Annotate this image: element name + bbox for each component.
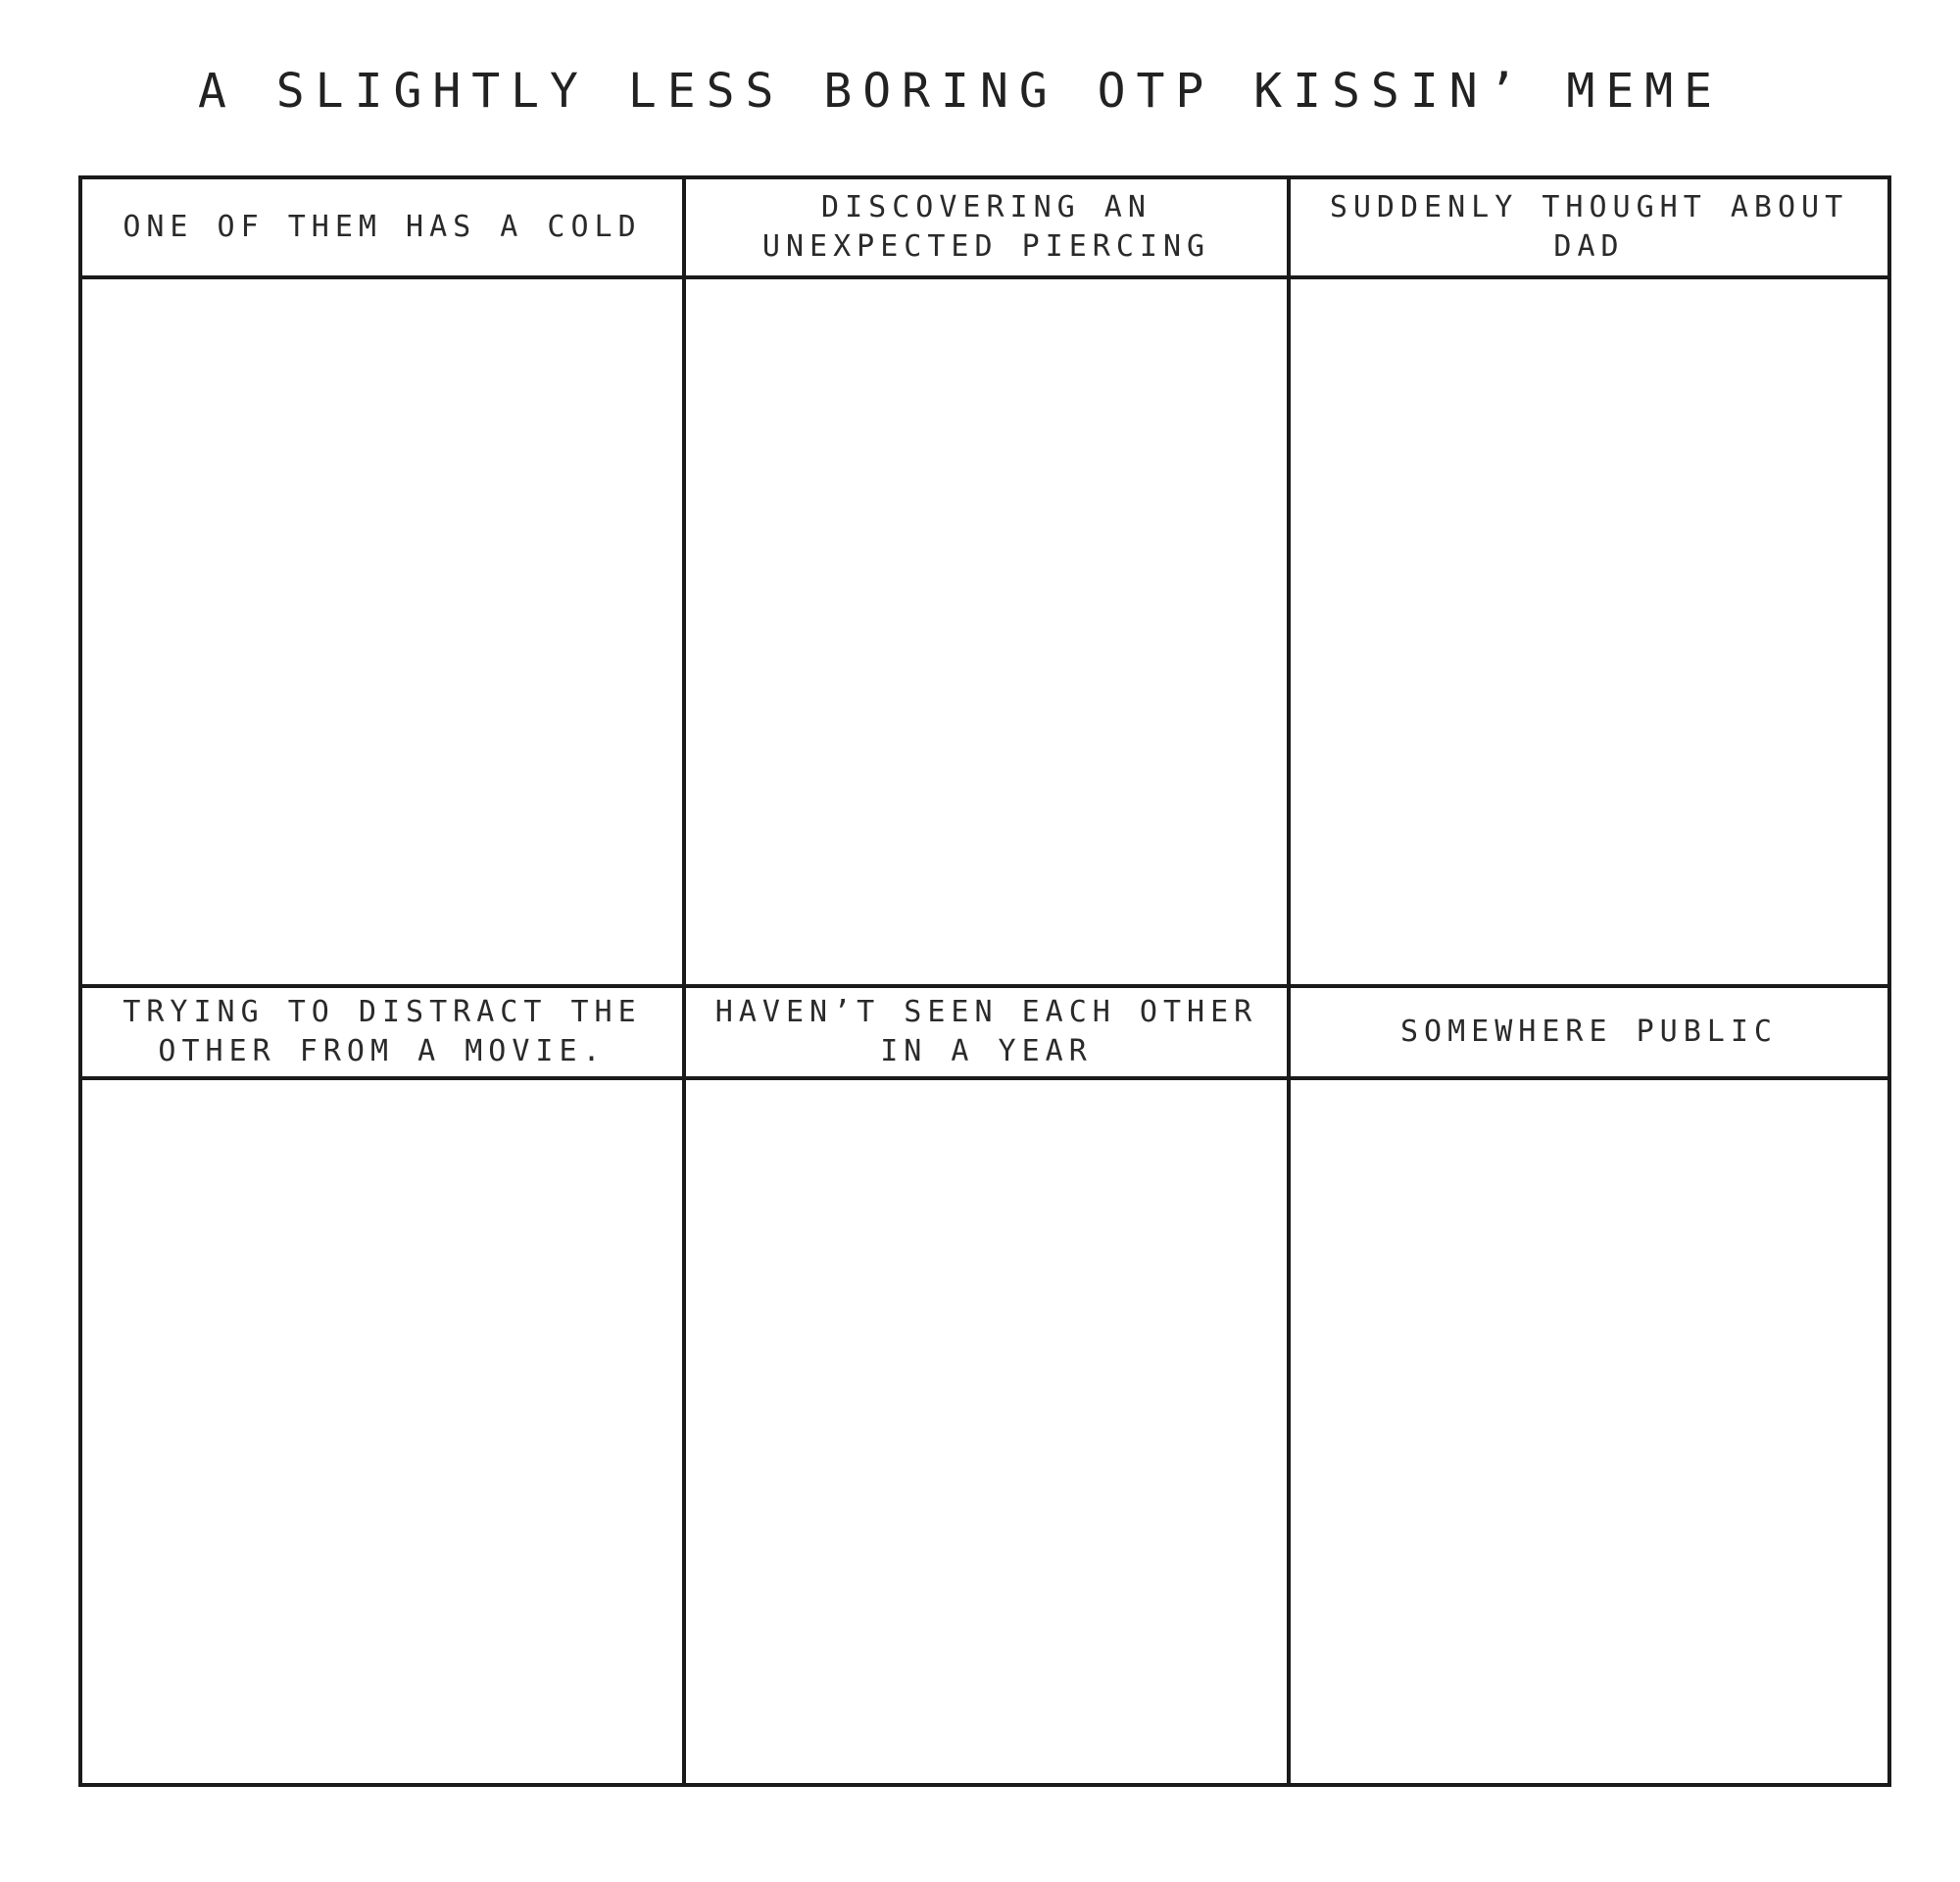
prompt-cell-4 <box>82 988 682 1076</box>
drawing-panel-3[interactable] <box>1291 279 1887 984</box>
drawing-panel-1[interactable] <box>82 279 682 984</box>
prompt-text: DAD <box>1553 229 1625 264</box>
prompt-text: SOMEWHERE PUBLIC <box>1400 1015 1778 1049</box>
drawing-panel-4[interactable] <box>82 1080 682 1783</box>
prompt-text: SUDDENLY THOUGHT ABOUT <box>1329 190 1849 224</box>
prompt-text: ONE OF THEM HAS A COLD <box>122 210 642 244</box>
prompt-text: IN A YEAR <box>880 1034 1093 1068</box>
prompt-text: UNEXPECTED PIERCING <box>761 229 1211 264</box>
prompt-text: OTHER FROM A MOVIE. <box>158 1034 607 1068</box>
prompt-cell-6 <box>1291 988 1887 1076</box>
prompt-cell-2 <box>686 179 1287 275</box>
prompt-cell-3 <box>1291 179 1887 275</box>
drawing-panel-2[interactable] <box>686 279 1287 984</box>
drawing-panel-5[interactable] <box>686 1080 1287 1783</box>
drawing-panel-6[interactable] <box>1291 1080 1887 1783</box>
prompt-cell-5 <box>686 988 1287 1076</box>
prompt-text: HAVEN’T SEEN EACH OTHER <box>714 995 1258 1029</box>
meme-grid <box>78 175 1891 1787</box>
prompt-cell-1 <box>82 179 682 275</box>
prompt-text: TRYING TO DISTRACT THE <box>122 995 642 1029</box>
page-title: A SLIGHTLY LESS BORING OTP KISSIN’ MEME <box>197 64 1724 119</box>
prompt-text: DISCOVERING AN <box>821 190 1152 224</box>
